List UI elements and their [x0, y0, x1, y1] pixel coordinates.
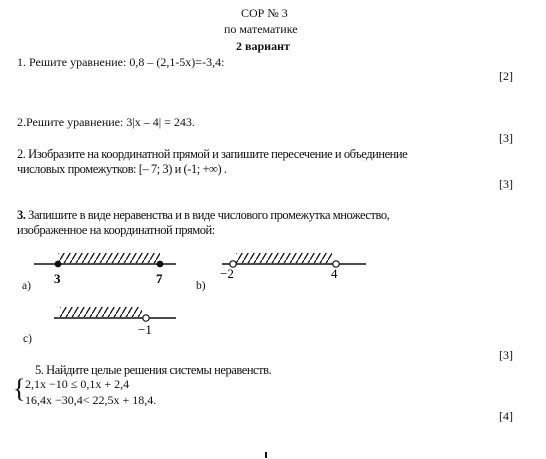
tick-label-b-left: −2 [220, 266, 234, 281]
doc-title: СОР № 3 [241, 6, 288, 20]
task-5-score: [4] [499, 409, 513, 423]
filled-point-a-right [157, 261, 164, 268]
task-1-text: 1. Решите уравнение: 0,8 – (2,1-5х)=-3,4: [17, 55, 225, 69]
task-2-score: [3] [499, 131, 513, 145]
tick-label-a-left: 3 [54, 271, 61, 286]
number-line-b [220, 250, 370, 290]
task-1-score: [2] [499, 69, 513, 83]
task-3-line1 [17, 209, 389, 222]
task-5-title: 5. Найдите целые решения системы неравенств. [35, 363, 272, 377]
task-5-inequality-1: 2,1x −10 ≤ 0,1x + 2,4 [25, 377, 130, 391]
tick-label-b-right: 4 [331, 266, 338, 281]
hatch-b [236, 253, 332, 263]
tick-label-c-right: −1 [138, 322, 152, 337]
task-2b-line2: числовых промежутков: [– 7; 3) и (-1; +∞) . [17, 162, 227, 176]
number-line-c [50, 304, 180, 340]
system-brace: { [13, 374, 26, 403]
hatch-c [60, 307, 142, 317]
filled-point-a-left [55, 261, 62, 268]
doc-subject: по математике [224, 22, 298, 36]
tick-label-a-right: 7 [156, 271, 163, 286]
task-3-score: [3] [499, 348, 513, 362]
number-line-a [30, 250, 180, 300]
open-point-c-right [143, 315, 149, 321]
page-mark [265, 452, 267, 458]
doc-variant: 2 вариант [236, 39, 290, 53]
task-2-text: 2.Решите уравнение: 3|x – 4| = 243. [17, 115, 195, 129]
diagram-a-label: a) [22, 280, 31, 292]
diagram-c-label: c) [23, 333, 32, 345]
task-2b-line1: 2. Изобразите на координатной прямой и запишите пересечение и объединение [17, 147, 408, 161]
task-5-inequality-2: 16,4x −30,4< 22,5x + 18,4. [25, 393, 157, 407]
task-3-line2: изображенное на координатной прямой: [17, 223, 215, 237]
task-3-line1-text: Запишите в виде неравенства и в виде числового промежутка множество, [25, 208, 390, 222]
diagram-b-label: b) [196, 280, 206, 292]
task-3-number: 3. [17, 208, 26, 222]
hatch-a [58, 253, 160, 263]
task-2b-score: [3] [499, 177, 513, 191]
